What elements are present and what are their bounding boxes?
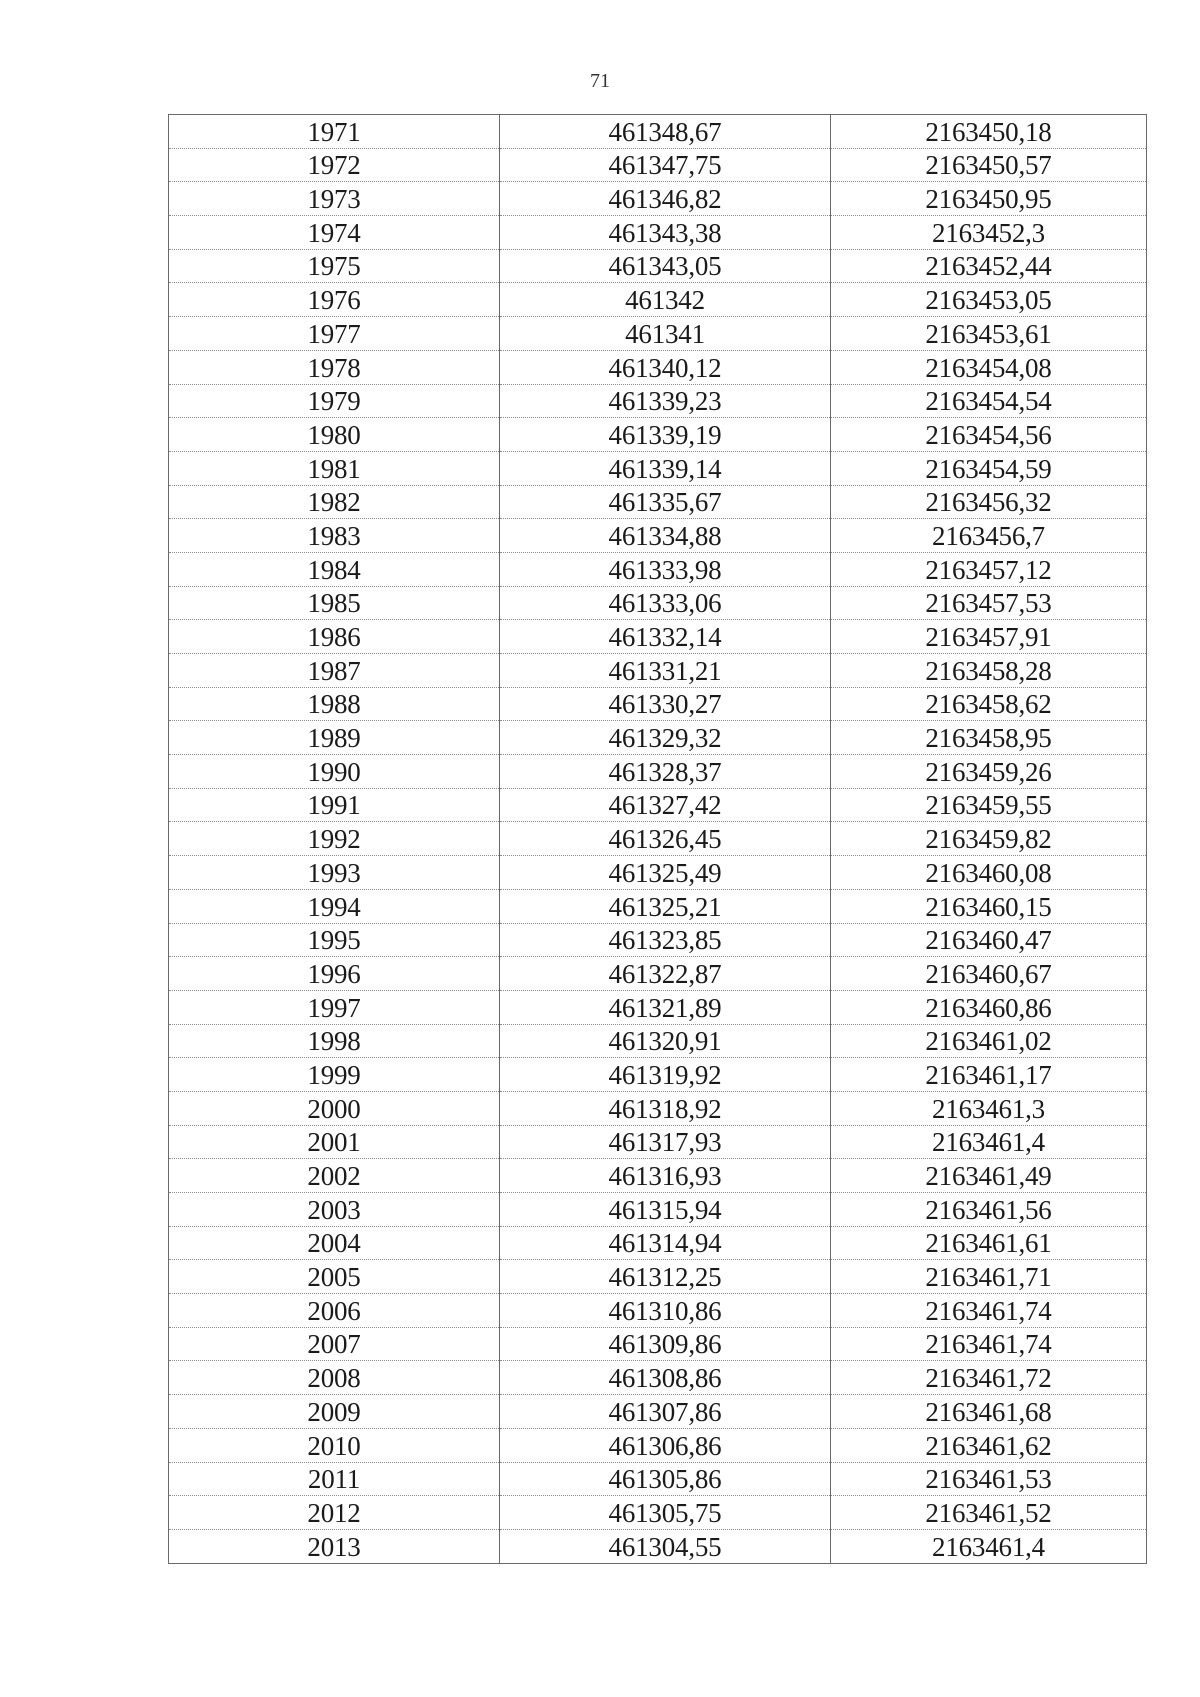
point-number-cell: 1994: [169, 889, 500, 923]
table-row: [169, 317, 1147, 351]
x-coordinate-cell: 461314,94: [500, 1226, 831, 1260]
x-coordinate-cell: 461317,93: [500, 1125, 831, 1159]
table-row: [169, 586, 1147, 620]
point-number-cell: 2003: [169, 1193, 500, 1227]
point-number-cell: 1976: [169, 283, 500, 317]
point-number-cell: 1987: [169, 654, 500, 688]
table-row: [169, 1294, 1147, 1328]
x-coordinate-cell: 461309,86: [500, 1327, 831, 1361]
table-row: [169, 350, 1147, 384]
point-number-cell: 1985: [169, 586, 500, 620]
y-coordinate-cell: 2163458,62: [831, 687, 1147, 721]
table-row: [169, 1091, 1147, 1125]
y-coordinate-cell: 2163457,91: [831, 620, 1147, 654]
y-coordinate-cell: 2163454,56: [831, 418, 1147, 452]
table-row: [169, 1395, 1147, 1429]
point-number-cell: 1997: [169, 990, 500, 1024]
point-number-cell: 1995: [169, 923, 500, 957]
table-row: [169, 1193, 1147, 1227]
x-coordinate-cell: 461334,88: [500, 519, 831, 553]
y-coordinate-cell: 2163460,47: [831, 923, 1147, 957]
y-coordinate-cell: 2163452,3: [831, 216, 1147, 250]
y-coordinate-cell: 2163450,95: [831, 182, 1147, 216]
y-coordinate-cell: 2163460,86: [831, 990, 1147, 1024]
table-row: [169, 957, 1147, 991]
y-coordinate-cell: 2163450,18: [831, 115, 1147, 149]
table-row: [169, 519, 1147, 553]
point-number-cell: 1984: [169, 552, 500, 586]
y-coordinate-cell: 2163460,67: [831, 957, 1147, 991]
y-coordinate-cell: 2163450,57: [831, 148, 1147, 182]
y-coordinate-cell: 2163461,62: [831, 1428, 1147, 1462]
x-coordinate-cell: 461347,75: [500, 148, 831, 182]
point-number-cell: 2001: [169, 1125, 500, 1159]
x-coordinate-cell: 461339,14: [500, 451, 831, 485]
table-row: [169, 182, 1147, 216]
y-coordinate-cell: 2163459,82: [831, 822, 1147, 856]
point-number-cell: 2008: [169, 1361, 500, 1395]
table-row: [169, 552, 1147, 586]
x-coordinate-cell: 461329,32: [500, 721, 831, 755]
x-coordinate-cell: 461307,86: [500, 1395, 831, 1429]
x-coordinate-cell: 461339,19: [500, 418, 831, 452]
point-number-cell: 1992: [169, 822, 500, 856]
coordinate-table: [168, 114, 1147, 1564]
point-number-cell: 1972: [169, 148, 500, 182]
point-number-cell: 2004: [169, 1226, 500, 1260]
table-row: [169, 755, 1147, 789]
table-row: [169, 249, 1147, 283]
x-coordinate-cell: 461319,92: [500, 1058, 831, 1092]
x-coordinate-cell: 461315,94: [500, 1193, 831, 1227]
point-number-cell: 1998: [169, 1024, 500, 1058]
point-number-cell: 2007: [169, 1327, 500, 1361]
point-number-cell: 1996: [169, 957, 500, 991]
x-coordinate-cell: 461331,21: [500, 654, 831, 688]
table-row: [169, 384, 1147, 418]
x-coordinate-cell: 461305,86: [500, 1462, 831, 1496]
x-coordinate-cell: 461335,67: [500, 485, 831, 519]
x-coordinate-cell: 461306,86: [500, 1428, 831, 1462]
point-number-cell: 1975: [169, 249, 500, 283]
table-row: [169, 283, 1147, 317]
point-number-cell: 2011: [169, 1462, 500, 1496]
y-coordinate-cell: 2163461,53: [831, 1462, 1147, 1496]
point-number-cell: 2013: [169, 1529, 500, 1563]
y-coordinate-cell: 2163461,74: [831, 1327, 1147, 1361]
x-coordinate-cell: 461348,67: [500, 115, 831, 149]
y-coordinate-cell: 2163453,05: [831, 283, 1147, 317]
point-number-cell: 2010: [169, 1428, 500, 1462]
y-coordinate-cell: 2163461,3: [831, 1091, 1147, 1125]
x-coordinate-cell: 461316,93: [500, 1159, 831, 1193]
x-coordinate-cell: 461304,55: [500, 1529, 831, 1563]
point-number-cell: 2012: [169, 1496, 500, 1530]
table-row: [169, 148, 1147, 182]
table-row: [169, 485, 1147, 519]
table-row: [169, 822, 1147, 856]
point-number-cell: 1999: [169, 1058, 500, 1092]
table-row: [169, 1327, 1147, 1361]
table-row: [169, 1496, 1147, 1530]
table-row: [169, 788, 1147, 822]
table-row: [169, 1428, 1147, 1462]
x-coordinate-cell: 461325,21: [500, 889, 831, 923]
x-coordinate-cell: 461325,49: [500, 856, 831, 890]
table-row: [169, 1226, 1147, 1260]
x-coordinate-cell: 461328,37: [500, 755, 831, 789]
table-row: [169, 216, 1147, 250]
table-body: [169, 115, 1147, 1564]
y-coordinate-cell: 2163454,08: [831, 350, 1147, 384]
x-coordinate-cell: 461312,25: [500, 1260, 831, 1294]
page-number: 71: [590, 70, 610, 92]
x-coordinate-cell: 461321,89: [500, 990, 831, 1024]
y-coordinate-cell: 2163461,71: [831, 1260, 1147, 1294]
y-coordinate-cell: 2163456,32: [831, 485, 1147, 519]
x-coordinate-cell: 461326,45: [500, 822, 831, 856]
table-row: [169, 451, 1147, 485]
y-coordinate-cell: 2163457,12: [831, 552, 1147, 586]
table-row: [169, 620, 1147, 654]
point-number-cell: 1989: [169, 721, 500, 755]
y-coordinate-cell: 2163461,02: [831, 1024, 1147, 1058]
y-coordinate-cell: 2163458,28: [831, 654, 1147, 688]
x-coordinate-cell: 461320,91: [500, 1024, 831, 1058]
y-coordinate-cell: 2163460,15: [831, 889, 1147, 923]
x-coordinate-cell: 461333,98: [500, 552, 831, 586]
point-number-cell: 1974: [169, 216, 500, 250]
point-number-cell: 1983: [169, 519, 500, 553]
point-number-cell: 1982: [169, 485, 500, 519]
point-number-cell: 1977: [169, 317, 500, 351]
table-row: [169, 990, 1147, 1024]
table-row: [169, 889, 1147, 923]
x-coordinate-cell: 461305,75: [500, 1496, 831, 1530]
point-number-cell: 2009: [169, 1395, 500, 1429]
x-coordinate-cell: 461333,06: [500, 586, 831, 620]
point-number-cell: 2002: [169, 1159, 500, 1193]
point-number-cell: 1993: [169, 856, 500, 890]
x-coordinate-cell: 461308,86: [500, 1361, 831, 1395]
x-coordinate-cell: 461318,92: [500, 1091, 831, 1125]
table-row: [169, 1125, 1147, 1159]
point-number-cell: 2000: [169, 1091, 500, 1125]
y-coordinate-cell: 2163461,4: [831, 1125, 1147, 1159]
point-number-cell: 2006: [169, 1294, 500, 1328]
x-coordinate-cell: 461330,27: [500, 687, 831, 721]
table-row: [169, 115, 1147, 149]
point-number-cell: 1971: [169, 115, 500, 149]
point-number-cell: 2005: [169, 1260, 500, 1294]
table-row: [169, 1529, 1147, 1563]
y-coordinate-cell: 2163461,61: [831, 1226, 1147, 1260]
y-coordinate-cell: 2163461,49: [831, 1159, 1147, 1193]
point-number-cell: 1986: [169, 620, 500, 654]
table-row: [169, 654, 1147, 688]
point-number-cell: 1988: [169, 687, 500, 721]
point-number-cell: 1980: [169, 418, 500, 452]
table-row: [169, 856, 1147, 890]
y-coordinate-cell: 2163461,56: [831, 1193, 1147, 1227]
x-coordinate-cell: 461343,38: [500, 216, 831, 250]
y-coordinate-cell: 2163461,72: [831, 1361, 1147, 1395]
point-number-cell: 1973: [169, 182, 500, 216]
x-coordinate-cell: 461310,86: [500, 1294, 831, 1328]
point-number-cell: 1981: [169, 451, 500, 485]
x-coordinate-cell: 461341: [500, 317, 831, 351]
x-coordinate-cell: 461342: [500, 283, 831, 317]
table-row: [169, 1159, 1147, 1193]
y-coordinate-cell: 2163459,55: [831, 788, 1147, 822]
table-row: [169, 687, 1147, 721]
y-coordinate-cell: 2163461,4: [831, 1529, 1147, 1563]
table-row: [169, 418, 1147, 452]
y-coordinate-cell: 2163454,54: [831, 384, 1147, 418]
x-coordinate-cell: 461339,23: [500, 384, 831, 418]
x-coordinate-cell: 461340,12: [500, 350, 831, 384]
point-number-cell: 1978: [169, 350, 500, 384]
table-row: [169, 1361, 1147, 1395]
x-coordinate-cell: 461327,42: [500, 788, 831, 822]
y-coordinate-cell: 2163458,95: [831, 721, 1147, 755]
table-row: [169, 721, 1147, 755]
point-number-cell: 1979: [169, 384, 500, 418]
x-coordinate-cell: 461322,87: [500, 957, 831, 991]
point-number-cell: 1990: [169, 755, 500, 789]
y-coordinate-cell: 2163461,17: [831, 1058, 1147, 1092]
point-number-cell: 1991: [169, 788, 500, 822]
table-row: [169, 1058, 1147, 1092]
x-coordinate-cell: 461332,14: [500, 620, 831, 654]
y-coordinate-cell: 2163461,52: [831, 1496, 1147, 1530]
y-coordinate-cell: 2163459,26: [831, 755, 1147, 789]
y-coordinate-cell: 2163457,53: [831, 586, 1147, 620]
table-row: [169, 923, 1147, 957]
table-row: [169, 1260, 1147, 1294]
y-coordinate-cell: 2163452,44: [831, 249, 1147, 283]
x-coordinate-cell: 461343,05: [500, 249, 831, 283]
y-coordinate-cell: 2163461,68: [831, 1395, 1147, 1429]
table-row: [169, 1462, 1147, 1496]
y-coordinate-cell: 2163454,59: [831, 451, 1147, 485]
y-coordinate-cell: 2163456,7: [831, 519, 1147, 553]
table-row: [169, 1024, 1147, 1058]
y-coordinate-cell: 2163453,61: [831, 317, 1147, 351]
y-coordinate-cell: 2163460,08: [831, 856, 1147, 890]
x-coordinate-cell: 461323,85: [500, 923, 831, 957]
x-coordinate-cell: 461346,82: [500, 182, 831, 216]
y-coordinate-cell: 2163461,74: [831, 1294, 1147, 1328]
